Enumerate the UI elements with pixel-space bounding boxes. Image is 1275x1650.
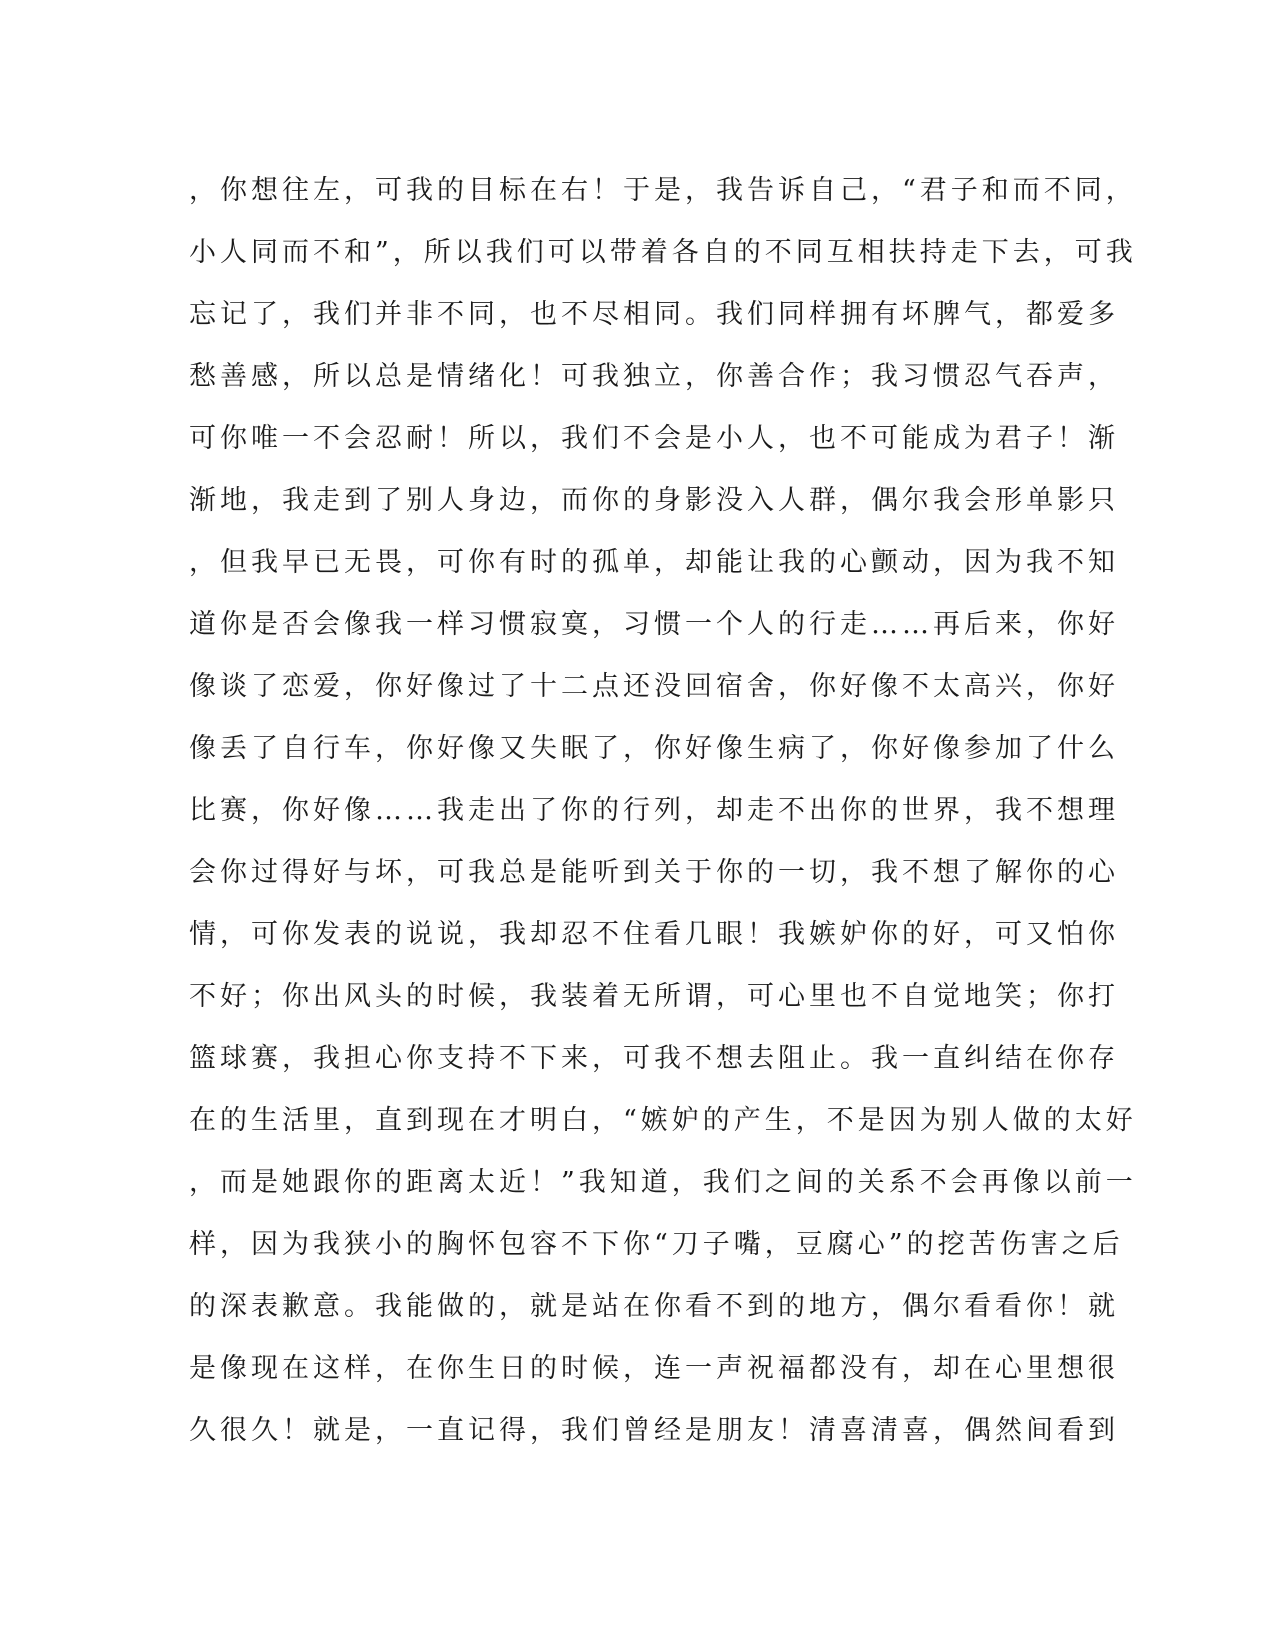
text-line: 的深表歉意。我能做的，就是站在你看不到的地方，偶尔看看你！就: [189, 1291, 1119, 1322]
text-line: 不好；你出风头的时候，我装着无所谓，可心里也不自觉地笑；你打: [189, 981, 1119, 1012]
text-line: 会你过得好与坏，可我总是能听到关于你的一切，我不想了解你的心: [189, 857, 1119, 888]
text-line: 久很久！就是，一直记得，我们曾经是朋友！清喜清喜，偶然间看到: [189, 1415, 1119, 1446]
body-text: [189, 160, 1137, 1462]
text-line: 在的生活里，直到现在才明白，“嫉妒的产生，不是因为别人做的太好: [189, 1105, 1137, 1136]
text-line: ，你想往左，可我的目标在右！于是，我告诉自己，“君子和而不同，: [189, 175, 1137, 206]
text-line: 忘记了，我们并非不同，也不尽相同。我们同样拥有坏脾气，都爱多: [189, 299, 1119, 330]
text-line: 愁善感，所以总是情绪化！可我独立，你善合作；我习惯忍气吞声，: [189, 361, 1119, 392]
text-line: 可你唯一不会忍耐！所以，我们不会是小人，也不可能成为君子！渐: [189, 423, 1119, 454]
text-line: 像丢了自行车，你好像又失眠了，你好像生病了，你好像参加了什么: [189, 733, 1119, 764]
text-line: 小人同而不和”，所以我们可以带着各自的不同互相扶持走下去，可我: [189, 237, 1137, 268]
text-line: 比赛，你好像……我走出了你的行列，却走不出你的世界，我不想理: [189, 795, 1119, 826]
text-line: 情，可你发表的说说，我却忍不住看几眼！我嫉妒你的好，可又怕你: [189, 919, 1119, 950]
text-line: 渐地，我走到了别人身边，而你的身影没入人群，偶尔我会形单影只: [189, 485, 1119, 516]
text-line: ，但我早已无畏，可你有时的孤单，却能让我的心颤动，因为我不知: [189, 547, 1119, 578]
text-line: 像谈了恋爱，你好像过了十二点还没回宿舍，你好像不太高兴，你好: [189, 671, 1119, 702]
text-line: 篮球赛，我担心你支持不下来，可我不想去阻止。我一直纠结在你存: [189, 1043, 1119, 1074]
text-line: 样，因为我狭小的胸怀包容不下你“刀子嘴，豆腐心”的挖苦伤害之后: [189, 1229, 1124, 1260]
text-line: ，而是她跟你的距离太近！”我知道，我们之间的关系不会再像以前一: [189, 1167, 1137, 1198]
text-line: 是像现在这样，在你生日的时候，连一声祝福都没有，却在心里想很: [189, 1353, 1119, 1384]
text-line: 道你是否会像我一样习惯寂寞，习惯一个人的行走……再后来，你好: [189, 609, 1119, 640]
